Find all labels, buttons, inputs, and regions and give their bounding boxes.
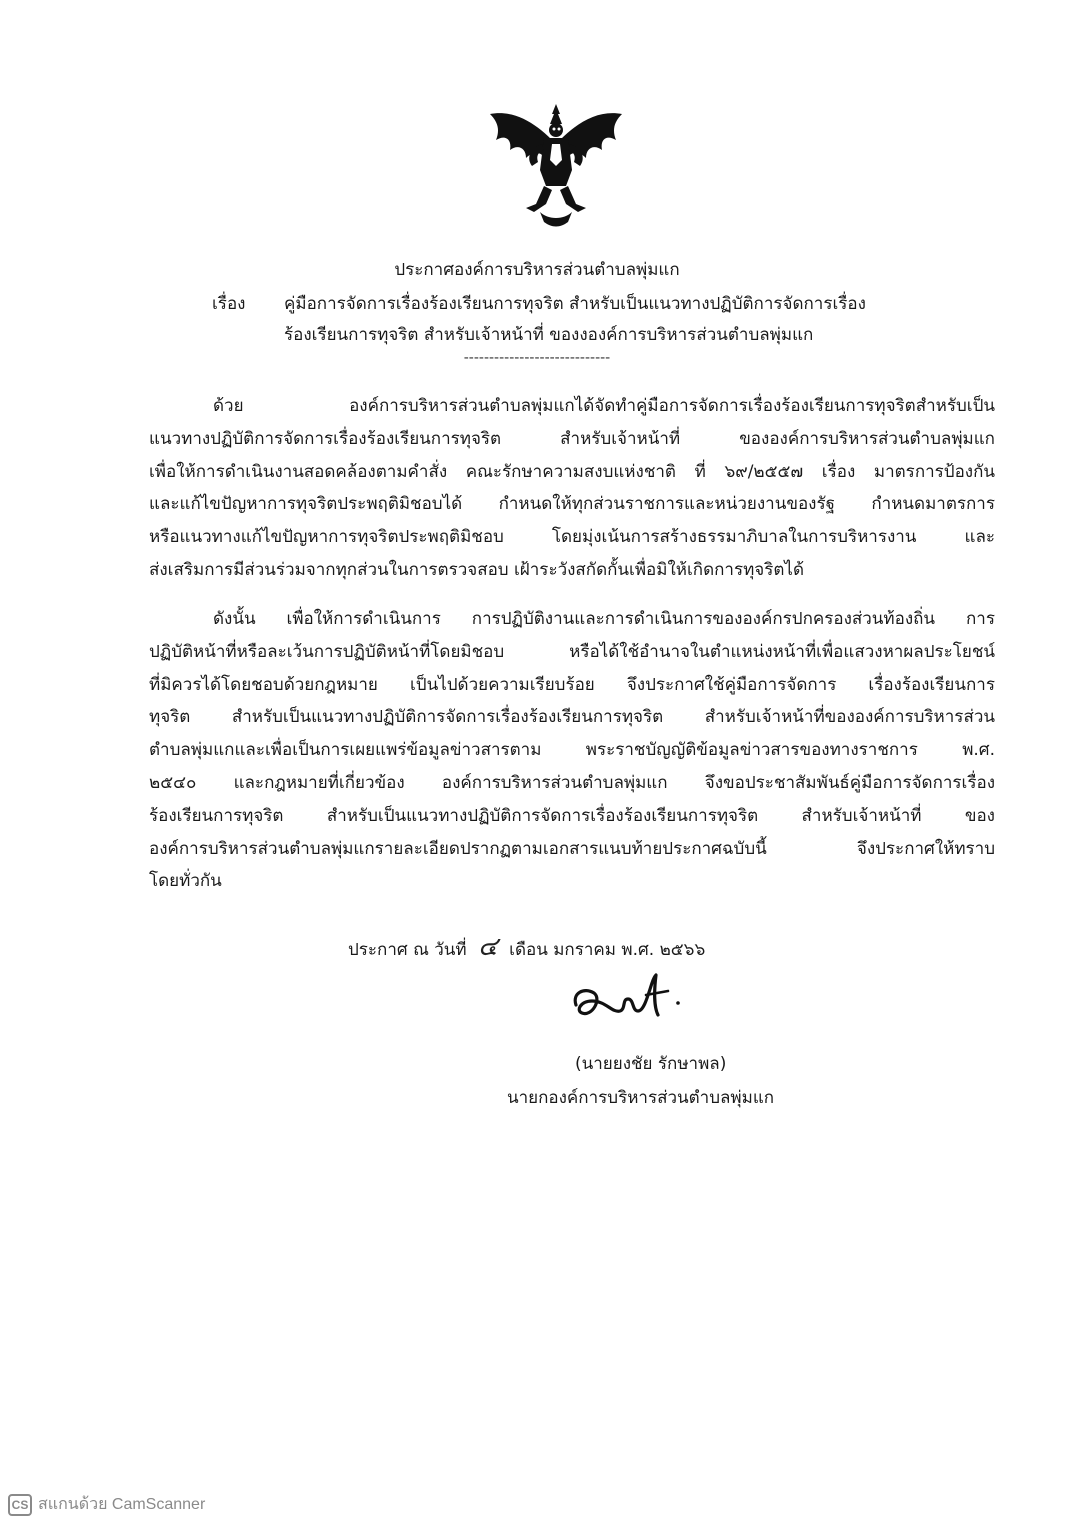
paragraph-line: ด้วย องค์การบริหารส่วนตำบลพุ่มแกได้จัดทำคู่มือการจัดการเรื่องร้องเรียนการทุจริตสำหรับเป็น (213, 396, 995, 416)
camscanner-logo-icon: CS (8, 1494, 32, 1516)
garuda-emblem-icon (482, 100, 630, 230)
paragraph-line: โดยทั่วกัน (149, 871, 222, 892)
signer-title: นายกองค์การบริหารส่วนตำบลพุ่มแก (507, 1088, 775, 1108)
paragraph-line: และแก้ไขปัญหาการทุจริตประพฤติมิชอบได้ กำหนดให้ทุกส่วนราชการและหน่วยงานของรัฐ กำหนดมาตรการ (149, 494, 995, 515)
paragraph-line: ที่มิควรได้โดยชอบด้วยกฎหมาย เป็นไปด้วยความเรียบร้อย จึงประกาศใช้คู่มือการจัดการ เรื่องร้องเรียนการ (149, 674, 995, 695)
paragraph-2 (149, 603, 995, 898)
date-suffix: เดือน มกราคม พ.ศ. ๒๕๖๖ (509, 940, 706, 960)
paragraph-line: ทุจริต สำหรับเป็นแนวทางปฏิบัติการจัดการเรื่องร้องเรียนการทุจริต สำหรับเจ้าหน้าที่ขององค์การบริหารส่วน (149, 707, 995, 728)
subject-line: คู่มือการจัดการเรื่องร้องเรียนการทุจริต สำหรับเป็นแนวทางปฏิบัติการจัดการเรื่อง (284, 294, 866, 314)
paragraph-1 (149, 390, 995, 587)
announcement-date (348, 926, 705, 967)
watermark-text: สแกนด้วย CamScanner (38, 1496, 206, 1513)
signer-name: (นายยงชัย รักษาพล) (575, 1054, 727, 1074)
paragraph-line: องค์การบริหารส่วนตำบลพุ่มแกรายละเอียดปรากฏตามเอกสารแนบท้ายประกาศฉบับนี้ จึงประกาศให้ทราบ (149, 838, 995, 859)
subject-text (284, 289, 924, 351)
paragraph-line: ตำบลพุ่มแกและเพื่อเป็นการเผยแพร่ข้อมูลข่าวสารตาม พระราชบัญญัติข้อมูลข่าวสารของทางราชการ พ.ศ. (149, 740, 995, 761)
date-prefix: ประกาศ ณ วันที่ (348, 940, 467, 960)
paragraph-line: เพื่อให้การดำเนินงานสอดคล้องตามคำสั่ง คณะรักษาความสงบแห่งชาติ ที่ ๖๙/๒๕๕๗ เรื่อง มาตรการป้องกัน (149, 461, 995, 482)
camscanner-watermark (8, 1492, 205, 1517)
subject-label: เรื่อง (212, 294, 246, 314)
paragraph-line: ร้องเรียนการทุจริต สำหรับเป็นแนวทางปฏิบัติการจัดการเรื่องร้องเรียนการทุจริต สำหรับเจ้าหน้าที่ ของ (149, 805, 995, 826)
paragraph-line: แนวทางปฏิบัติการจัดการเรื่องร้องเรียนการทุจริต สำหรับเจ้าหน้าที่ ขององค์การบริหารส่วนตำบลพุ่มแก (149, 428, 995, 449)
announcement-title: ประกาศองค์การบริหารส่วนตำบลพุ่มแก (394, 260, 680, 280)
signature-icon (562, 965, 702, 1035)
subject-line: ร้องเรียนการทุจริต สำหรับเจ้าหน้าที่ ของงองค์การบริหารส่วนตำบลพุ่มแก (284, 325, 814, 345)
paragraph-line: ปฏิบัติหน้าที่หรือละเว้นการปฏิบัติหน้าที่โดยมิชอบ หรือได้ใช้อำนาจในตำแหน่งหน้าที่เพื่อแสวงหาผลประโยชน์ (149, 641, 995, 662)
handwritten-day: ๔ (478, 932, 498, 962)
separator-line: ----------------------------- (463, 350, 611, 366)
paragraph-line: ๒๕๔๐ และกฎหมายที่เกี่ยวข้อง องค์การบริหารส่วนตำบลพุ่มแก จึงขอประชาสัมพันธ์คู่มือการจัดการเรื่อง (149, 772, 995, 793)
paragraph-line: ดังนั้น เพื่อให้การดำเนินการ การปฏิบัติงานและการดำเนินการขององค์กรปกครองส่วนท้องถิ่น การ (213, 609, 995, 629)
paragraph-line: หรือแนวทางแก้ไขปัญหาการทุจริตประพฤติมิชอบ โดยมุ่งเน้นการสร้างธรรมาภิบาลในการบริหารงาน และ (149, 527, 995, 548)
paragraph-line: ส่งเสริมการมีส่วนร่วมจากทุกส่วนในการตรวจสอบ เฝ้าระวังสกัดกั้นเพื่อมิให้เกิดการทุจริตได้ (149, 559, 805, 580)
